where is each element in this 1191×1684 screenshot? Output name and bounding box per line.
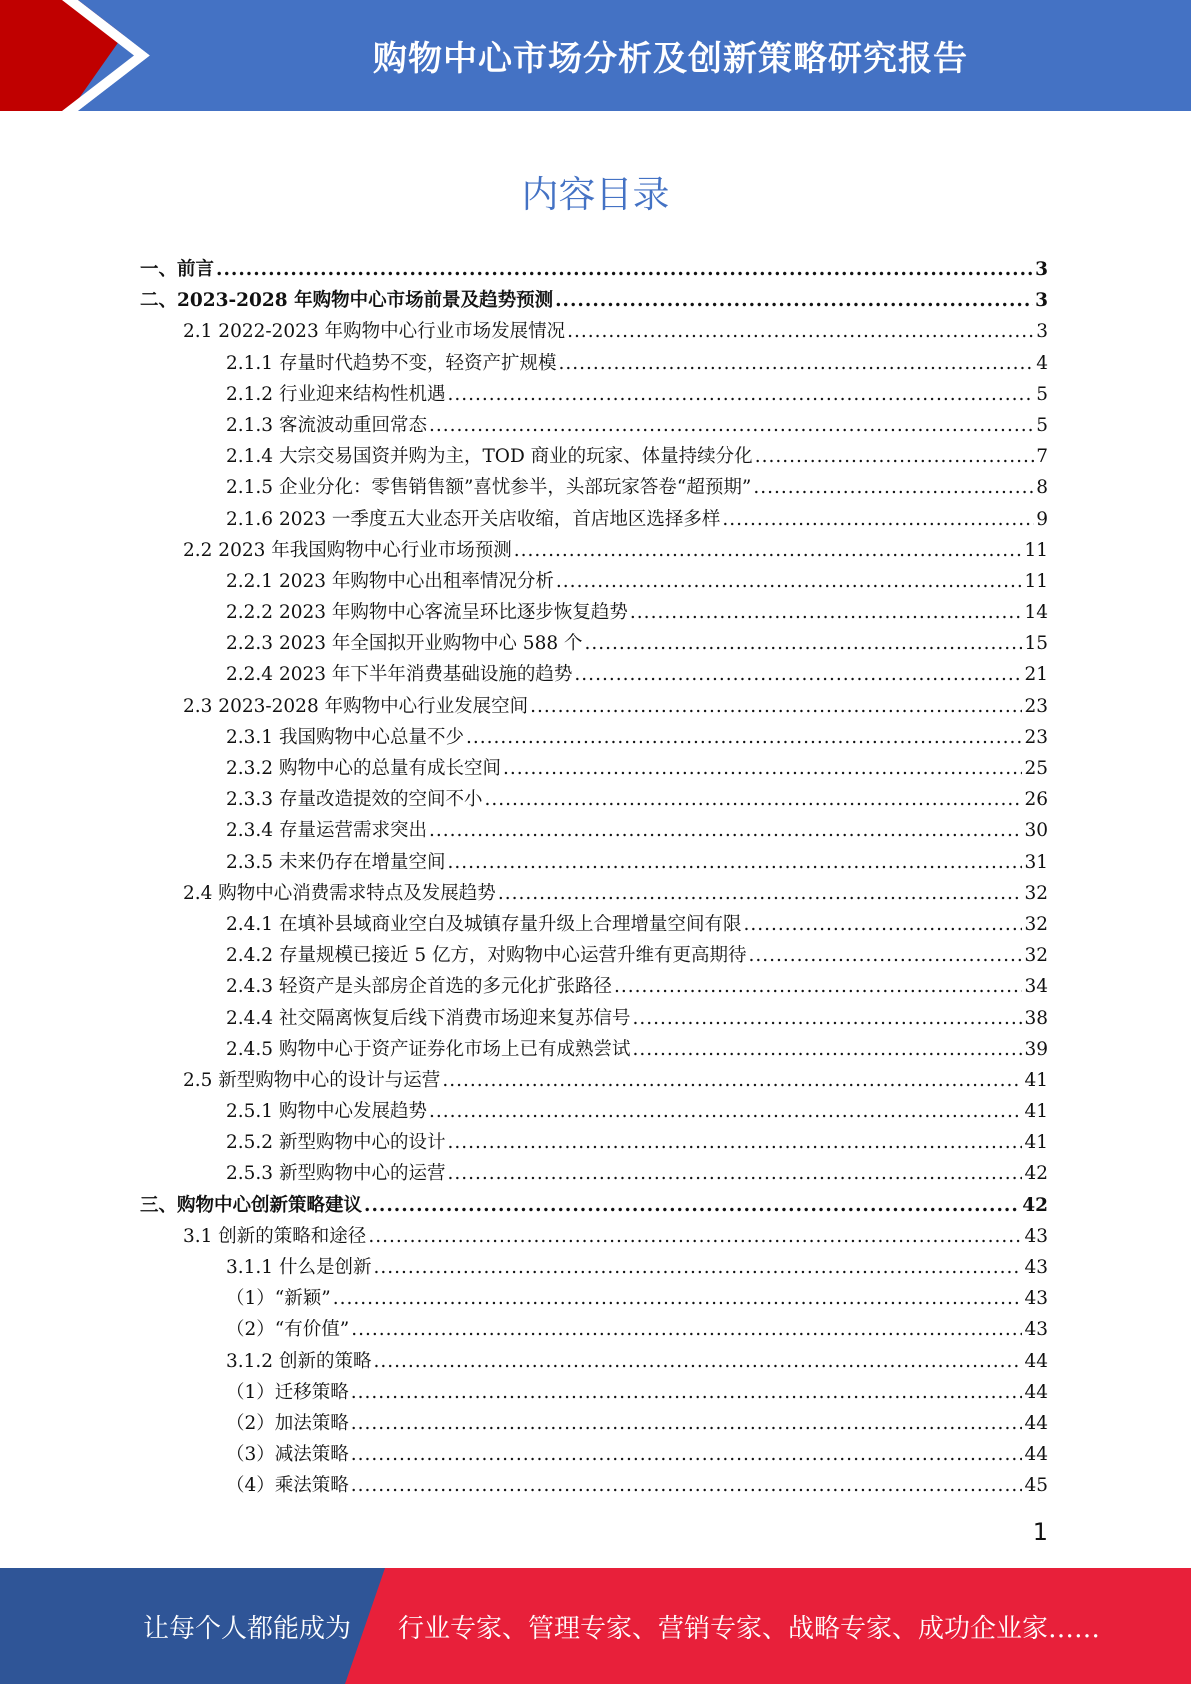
toc-entry-title: 2.4 购物中心消费需求特点及发展趋势 xyxy=(183,882,496,904)
toc-entry[interactable] xyxy=(140,504,1048,535)
toc-entry-title: 2.5.2 新型购物中心的设计 xyxy=(226,1132,446,1154)
toc-entry-title: 2.3.1 我国购物中心总量不少 xyxy=(226,726,464,748)
toc-leader-dots xyxy=(429,1096,1022,1127)
toc-entry[interactable] xyxy=(140,784,1048,815)
toc-entry-page: 7 xyxy=(1036,446,1048,468)
toc-entry-page: 25 xyxy=(1024,758,1048,779)
toc-leader-dots xyxy=(503,753,1022,784)
toc-entry-page: 11 xyxy=(1024,570,1048,592)
toc-entry-title: 2.3 2023-2028 年购物中心行业发展空间 xyxy=(183,695,529,717)
toc-entry-page: 44 xyxy=(1024,1412,1048,1434)
toc-leader-dots xyxy=(755,441,1035,472)
toc-leader-dots xyxy=(351,1470,1023,1501)
toc-entry-title: 二、2023-2028 年购物中心市场前景及趋势预测 xyxy=(140,290,554,312)
footer-slogan-left: 让每个人都能成为 xyxy=(143,1613,352,1644)
toc-entry[interactable] xyxy=(140,316,1048,347)
toc-entry-page: 9 xyxy=(1036,508,1048,530)
toc-leader-dots xyxy=(567,316,1034,347)
toc-entry[interactable] xyxy=(140,535,1048,566)
toc-leader-dots xyxy=(556,566,1023,597)
toc-entry-title: 2.2.2 2023 年购物中心客流呈环比逐步恢复趋势 xyxy=(226,602,628,624)
toc-leader-dots xyxy=(585,628,1023,659)
toc-entry[interactable] xyxy=(140,940,1048,971)
toc-entry-page: 32 xyxy=(1024,945,1048,967)
toc-entry-page: 15 xyxy=(1024,633,1048,655)
toc-leader-dots xyxy=(373,1252,1022,1283)
toc-entry-page: 3 xyxy=(1035,259,1048,280)
toc-entry[interactable] xyxy=(140,847,1048,878)
toc-entry[interactable] xyxy=(140,1408,1048,1439)
report-header xyxy=(0,0,1191,111)
toc-entry[interactable] xyxy=(140,1034,1048,1065)
toc-leader-dots xyxy=(447,379,1034,410)
toc-leader-dots xyxy=(442,1065,1022,1096)
toc-entry-title: 3.1.1 什么是创新 xyxy=(226,1257,372,1278)
toc-leader-dots xyxy=(447,1127,1022,1158)
toc-entry-title: （2）加法策略 xyxy=(226,1412,349,1434)
toc-leader-dots xyxy=(722,504,1034,535)
toc-entry-page: 41 xyxy=(1024,1132,1048,1154)
toc-entry[interactable] xyxy=(140,1096,1048,1127)
toc-entry[interactable] xyxy=(140,597,1048,628)
toc-heading: 内容目录 xyxy=(521,173,670,216)
toc-leader-dots xyxy=(574,659,1022,690)
toc-entry[interactable] xyxy=(140,1003,1048,1034)
toc-entry-page: 32 xyxy=(1024,913,1048,935)
toc-leader-dots xyxy=(364,1190,1020,1221)
toc-leader-dots xyxy=(630,597,1023,628)
toc-entry-page: 21 xyxy=(1024,664,1048,686)
toc-list xyxy=(140,254,1048,1502)
toc-entry-title: 3.1 创新的策略和途径 xyxy=(183,1225,367,1247)
toc-entry-title: 2.2.4 2023 年下半年消费基础设施的趋势 xyxy=(226,664,573,686)
toc-entry-title: 2.3.4 存量运营需求突出 xyxy=(226,820,427,842)
toc-entry-page: 23 xyxy=(1024,726,1048,748)
toc-leader-dots xyxy=(632,1003,1022,1034)
toc-entry-title: 2.5 新型购物中心的设计与运营 xyxy=(183,1069,441,1091)
toc-entry-title: 2.3.5 未来仍存在增量空间 xyxy=(226,851,446,873)
toc-entry[interactable] xyxy=(140,1377,1048,1408)
toc-leader-dots xyxy=(447,1158,1022,1189)
toc-entry-page: 23 xyxy=(1024,695,1048,717)
toc-leader-dots xyxy=(368,1221,1022,1252)
toc-entry-page: 43 xyxy=(1024,1319,1048,1341)
toc-leader-dots xyxy=(514,535,1023,566)
toc-entry[interactable] xyxy=(140,909,1048,940)
toc-entry[interactable] xyxy=(140,691,1048,722)
toc-entry[interactable] xyxy=(140,753,1048,784)
toc-entry-page: 11 xyxy=(1024,539,1048,561)
toc-entry[interactable] xyxy=(140,659,1048,690)
toc-entry-page: 43 xyxy=(1024,1288,1048,1310)
toc-leader-dots xyxy=(743,909,1022,940)
toc-leader-dots xyxy=(351,1439,1023,1470)
toc-entry[interactable] xyxy=(140,1470,1048,1501)
toc-entry-page: 41 xyxy=(1024,1069,1048,1091)
header-arrow-decoration xyxy=(0,0,160,111)
report-title: 购物中心市场分析及创新策略研究报告 xyxy=(373,39,968,79)
toc-leader-dots xyxy=(351,1377,1023,1408)
toc-entry-title: （1）“新颖” xyxy=(226,1288,331,1310)
toc-entry-title: 2.2.3 2023 年全国拟开业购物中心 588 个 xyxy=(226,633,583,655)
toc-entry-title: 2.2.1 2023 年购物中心出租率情况分析 xyxy=(226,570,554,592)
toc-leader-dots xyxy=(498,878,1023,909)
toc-entry-page: 38 xyxy=(1024,1007,1048,1029)
toc-entry-title: 2.1.1 存量时代趋势不变，轻资产扩规模 xyxy=(226,352,557,374)
toc-entry[interactable] xyxy=(140,815,1048,846)
toc-entry-title: 2.4.5 购物中心于资产证券化市场上已有成熟尝试 xyxy=(226,1038,631,1060)
toc-leader-dots xyxy=(333,1283,1023,1314)
toc-entry-page: 8 xyxy=(1036,477,1048,499)
toc-entry[interactable] xyxy=(140,1283,1048,1314)
toc-leader-dots xyxy=(373,1346,1022,1377)
toc-entry-title: 2.4.1 在填补县域商业空白及城镇存量升级上合理增量空间有限 xyxy=(226,913,742,935)
toc-entry[interactable] xyxy=(140,878,1048,909)
toc-leader-dots xyxy=(351,1314,1022,1345)
toc-entry[interactable] xyxy=(140,971,1048,1002)
toc-entry-page: 3 xyxy=(1035,290,1048,312)
toc-entry-title: 2.5.3 新型购物中心的运营 xyxy=(226,1163,446,1185)
toc-entry[interactable] xyxy=(140,1065,1048,1096)
toc-entry-title: 2.1.6 2023 一季度五大业态开关店收缩，首店地区选择多样 xyxy=(226,508,721,530)
toc-entry[interactable] xyxy=(140,722,1048,753)
toc-entry-page: 44 xyxy=(1024,1444,1048,1466)
toc-leader-dots xyxy=(530,691,1022,722)
toc-entry-title: 2.4.3 轻资产是头部房企首选的多元化扩张路径 xyxy=(226,976,612,998)
toc-leader-dots xyxy=(632,1034,1022,1065)
toc-leader-dots xyxy=(351,1408,1023,1439)
toc-entry-title: 2.4.2 存量规模已接近 5 亿方，对购物中心运营升维有更高期待 xyxy=(226,945,747,967)
toc-entry-title: 2.1.4 大宗交易国资并购为主，TOD 商业的玩家、体量持续分化 xyxy=(226,446,753,468)
toc-entry-page: 44 xyxy=(1024,1381,1048,1403)
toc-entry-title: 2.4.4 社交隔离恢复后线下消费市场迎来复苏信号 xyxy=(226,1007,631,1029)
toc-entry-page: 5 xyxy=(1036,414,1048,436)
toc-entry-page: 42 xyxy=(1022,1194,1048,1216)
toc-entry-title: 2.5.1 购物中心发展趋势 xyxy=(226,1101,427,1123)
toc-entry-page: 44 xyxy=(1024,1350,1048,1372)
toc-entry-page: 4 xyxy=(1036,352,1048,374)
toc-entry-page: 43 xyxy=(1024,1225,1048,1247)
toc-entry[interactable] xyxy=(140,628,1048,659)
toc-leader-dots xyxy=(749,940,1023,971)
toc-entry-title: 3.1.2 创新的策略 xyxy=(226,1350,372,1372)
toc-entry[interactable] xyxy=(140,254,1048,285)
toc-entry-page: 41 xyxy=(1024,1101,1048,1123)
toc-entry-title: （4）乘法策略 xyxy=(226,1475,349,1497)
toc-entry-page: 45 xyxy=(1024,1475,1048,1497)
toc-entry-title: 2.1 2022-2023 年购物中心行业市场发展情况 xyxy=(183,321,566,343)
toc-leader-dots xyxy=(429,410,1034,441)
toc-entry-page: 5 xyxy=(1036,383,1048,405)
toc-leader-dots xyxy=(429,815,1022,846)
toc-entry[interactable] xyxy=(140,1314,1048,1345)
toc-entry-page: 39 xyxy=(1024,1038,1048,1060)
toc-entry-title: （3）减法策略 xyxy=(226,1444,349,1466)
toc-entry-title: 2.3.2 购物中心的总量有成长空间 xyxy=(226,758,501,779)
toc-entry-page: 42 xyxy=(1024,1163,1048,1185)
toc-entry-title: （2）“有价值” xyxy=(226,1319,350,1341)
toc-entry[interactable] xyxy=(140,566,1048,597)
toc-entry-title: 2.1.5 企业分化：零售销售额”喜忧参半，头部玩家答卷“超预期” xyxy=(226,477,752,499)
toc-entry[interactable] xyxy=(140,472,1048,503)
toc-entry-title: （1）迁移策略 xyxy=(226,1381,349,1403)
toc-entry-page: 31 xyxy=(1024,851,1048,873)
toc-entry[interactable] xyxy=(140,1252,1048,1283)
toc-leader-dots xyxy=(216,254,1033,285)
toc-entry[interactable] xyxy=(140,1346,1048,1377)
toc-entry-page: 26 xyxy=(1024,789,1048,811)
toc-entry[interactable] xyxy=(140,285,1048,316)
toc-entry[interactable] xyxy=(140,1190,1048,1221)
toc-entry-title: 2.1.2 行业迎来结构性机遇 xyxy=(226,383,446,405)
page-number: 1 xyxy=(1032,1518,1048,1546)
toc-entry-title: 2.3.3 存量改造提效的空间不小 xyxy=(226,789,483,811)
toc-entry[interactable] xyxy=(140,1221,1048,1252)
toc-entry-title: 一、前言 xyxy=(140,259,215,280)
toc-leader-dots xyxy=(614,971,1022,1002)
toc-entry[interactable] xyxy=(140,1158,1048,1189)
toc-entry-page: 32 xyxy=(1024,882,1048,904)
toc-leader-dots xyxy=(484,784,1022,815)
toc-entry[interactable] xyxy=(140,410,1048,441)
toc-entry-page: 30 xyxy=(1024,820,1048,842)
toc-leader-dots xyxy=(753,472,1034,503)
toc-entry-page: 34 xyxy=(1024,976,1048,998)
toc-entry-title: 2.2 2023 年我国购物中心行业市场预测 xyxy=(183,539,512,561)
toc-entry[interactable] xyxy=(140,441,1048,472)
toc-entry[interactable] xyxy=(140,1127,1048,1158)
toc-entry-page: 14 xyxy=(1024,602,1048,624)
toc-entry-page: 43 xyxy=(1024,1257,1048,1278)
toc-entry-title: 三、购物中心创新策略建议 xyxy=(140,1194,363,1216)
toc-entry[interactable] xyxy=(140,1439,1048,1470)
footer-slogan-right: 行业专家、管理专家、营销专家、战略专家、成功企业家…… xyxy=(398,1613,1101,1644)
toc-entry-page: 3 xyxy=(1036,321,1048,343)
toc-leader-dots xyxy=(447,847,1022,878)
toc-leader-dots xyxy=(466,722,1022,753)
toc-leader-dots xyxy=(558,348,1034,379)
toc-entry-title: 2.1.3 客流波动重回常态 xyxy=(226,414,427,436)
toc-entry[interactable] xyxy=(140,379,1048,410)
toc-entry[interactable] xyxy=(140,348,1048,379)
toc-leader-dots xyxy=(555,285,1033,316)
report-footer xyxy=(0,1568,1191,1684)
